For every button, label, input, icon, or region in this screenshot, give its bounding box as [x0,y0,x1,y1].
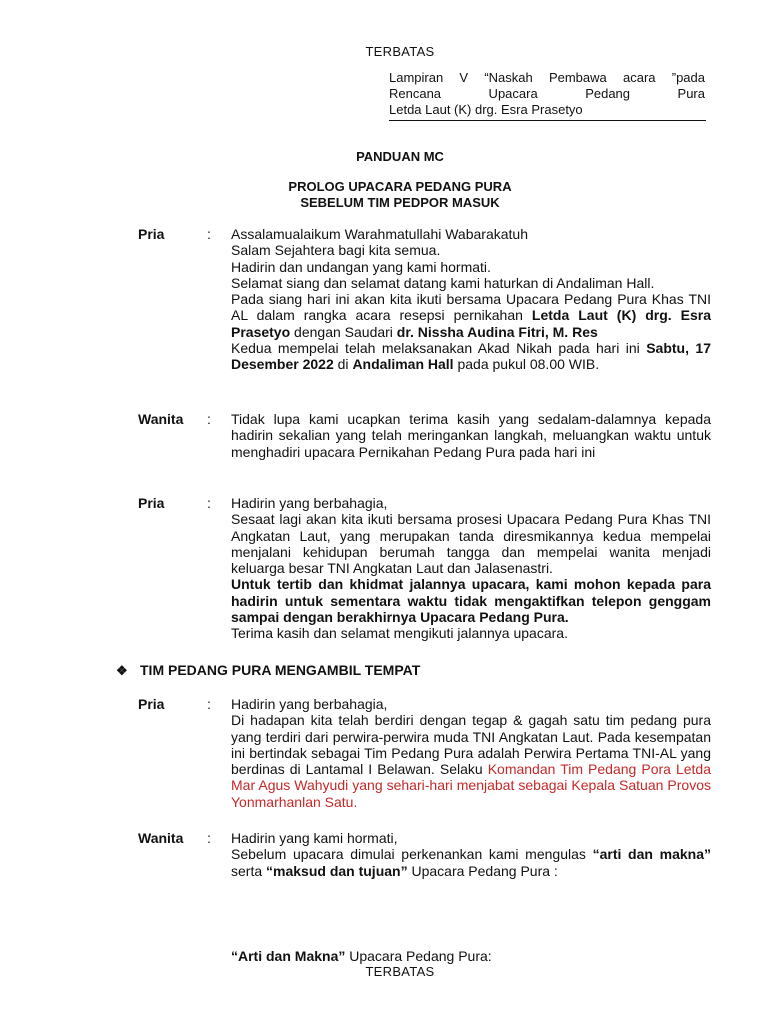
section-heading [116,662,420,679]
text-run: Upacara Pedang Pura : [407,862,558,879]
speaker-label: Wanita [138,830,184,846]
dialogue-line: Salam Sejahtera bagi kita semua. [231,242,441,259]
event-venue: Andaliman Hall [352,356,454,373]
speaker-colon: : [207,696,211,712]
text-run: dengan Saudari [290,323,397,340]
speaker-label: Wanita [138,411,184,427]
dialogue-text [231,411,711,460]
dialogue-paragraph [231,291,711,340]
dialogue-paragraph-bold [231,576,711,625]
dialogue-paragraph: Tidak lupa kami ucapkan terima kasih yang sedalam-dalamnya kepada hadirin sekalian yang telah meringankan langkah, meluangkan waktu untuk menghadiri upacara Pernikahan Pedang Pura pada hari ini [231,411,711,460]
dialogue-line: Assalamualaikum Warahmatullahi Wabarakatuh [231,226,528,242]
diamond-bullet-icon: ❖ [116,663,128,678]
lampiran-line-2: Rencana Upacara Pedang Pura [389,86,705,101]
section-title: TIM PEDANG PURA MENGAMBIL TEMPAT [140,662,421,678]
groom-name: Letda Laut (K) drg. Esra Prasetyo [231,307,712,340]
dialogue-line: Hadirin yang berbahagia, [231,495,388,511]
speaker-label: Pria [138,226,165,242]
classification-header: TERBATAS [365,44,435,59]
dialogue-line: Terima kasih dan selamat mengikuti jalannya upacara. [231,625,568,642]
dialogue-text [231,696,711,810]
dialogue-paragraph [231,712,711,810]
lampiran-line-1: Lampiran V “Naskah Pembawa acara ”pada [389,70,705,85]
prolog-title-line-1: PROLOG UPACARA PEDANG PURA [288,179,512,194]
lampiran-note [389,70,705,118]
speaker-colon: : [207,830,211,846]
text-run: Sebelum upacara dimulai perkenankan kami mengulas [231,846,593,863]
notice-text: Untuk tertib dan khidmat jalannya upacara, kami mohon kepada para hadirin untuk sementara waktu tidak mengaktifkan telepon genggam sampai dengan berakhirnya Upacara Pedang Pura. [231,576,711,626]
arti-makna-heading [231,948,492,964]
emphasis-text: “arti dan makna” [592,846,711,863]
classification-footer: TERBATAS [365,964,435,979]
arti-rest: Upacara Pedang Pura: [345,948,492,964]
speaker-colon: : [207,495,211,511]
text-run: Kedua mempelai telah melaksanakan Akad Nikah pada hari ini [231,340,647,357]
dialogue-line: Hadirin yang kami hormati, [231,830,398,846]
dialogue-line: Hadirin dan undangan yang kami hormati. [231,258,491,275]
text-run: Pada siang hari ini akan kita ikuti bersama Upacara Pedang Pura Khas TNI AL dalam rangka acara resepsi pernikahan [231,291,711,324]
arti-bold: “Arti dan Makna” [231,948,346,964]
speaker-colon: : [207,226,211,242]
emphasis-text: “maksud dan tujuan” [266,862,408,879]
speaker-colon: : [207,411,211,427]
event-date: Sabtu, 17 Desember 2022 [231,340,711,373]
text-run: Di hadapan kita telah berdiri dengan tegap & gagah satu tim pedang pura yang terdiri dari perwira-perwira muda TNI Angkatan Laut. Pada kesempatan ini bertindak sebagai Tim Pedang Pura adalah Perwira Pertama TNI-AL yang berdinas di Lantamal I Belawan. Selaku [231,712,711,778]
commander-text: Komandan Tim Pedang Pora Letda Mar Agus Wahyudi yang sehari-hari menjabat sebagai Kepala Satuan Provos Yonmarhanlan Satu. [231,761,711,810]
dialogue-text [231,226,711,373]
speaker-label: Pria [138,495,165,511]
dialogue-paragraph [231,846,711,879]
dialogue-text [231,495,711,642]
lampiran-underline [389,120,706,121]
text-run: di [333,356,353,373]
dialogue-paragraph [231,340,711,373]
speaker-label: Pria [138,696,165,712]
lampiran-line-3: Letda Laut (K) drg. Esra Prasetyo [389,102,583,117]
dialogue-paragraph: Sesaat lagi akan kita ikuti bersama prosesi Upacara Pedang Pura Khas TNI Angkatan Laut, yang merupakan tanda diresmikannya kedua mempelai menjalani kehidupan berumah tangga dan mempelai wanita menjadi keluarga besar TNI Angkatan Laut dan Jalasenastri. [231,511,711,577]
dialogue-line: Hadirin yang berbahagia, [231,696,388,712]
text-run: pada pukul 08.00 WIB. [453,356,600,373]
prolog-title-line-2: SEBELUM TIM PEDPOR MASUK [300,195,500,210]
page-title: PANDUAN MC [356,149,444,164]
bride-name: dr. Nissha Audina Fitri, M. Res [396,323,598,340]
dialogue-line: Selamat siang dan selamat datang kami haturkan di Andaliman Hall. [231,274,655,291]
text-run: serta [231,862,267,879]
dialogue-text [231,830,711,879]
